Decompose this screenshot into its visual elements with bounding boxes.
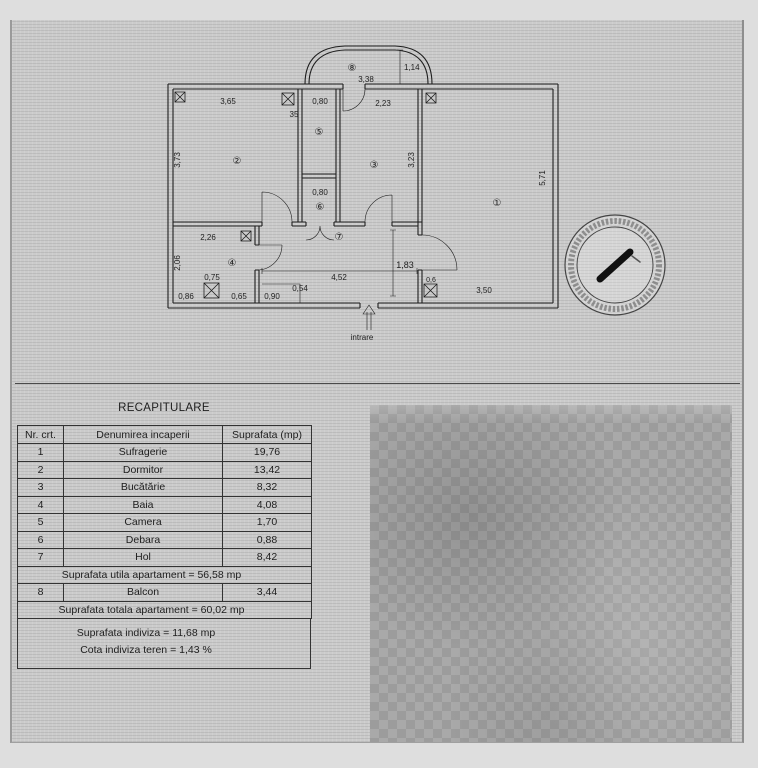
cell-area: 1,70 [223, 514, 312, 532]
usable-area-row [18, 566, 312, 584]
cell-nr: 3 [18, 479, 64, 497]
shared-area-box [17, 618, 311, 669]
debara-number: ⑥ [315, 202, 325, 213]
door-dormitor [262, 192, 292, 222]
table-row [18, 479, 312, 497]
table-header-row [18, 426, 312, 444]
hol-dim-b-label: 0,54 [292, 284, 308, 293]
hol-dim-a-label: 0,90 [264, 292, 280, 301]
cell-nr: 4 [18, 496, 64, 514]
entrance-arrow-icon [363, 305, 375, 330]
cell-area: 3,44 [223, 584, 312, 602]
camera-number: ⑤ [314, 127, 324, 138]
cell-nr: 2 [18, 461, 64, 479]
sufragerie-shaft-label: 0,6 [426, 277, 436, 284]
table-row [18, 514, 312, 532]
cell-nr: 8 [18, 584, 64, 602]
door-swings [257, 89, 457, 270]
shaft-icon [241, 231, 251, 241]
table-row [18, 496, 312, 514]
balcony-number: ⑧ [347, 63, 357, 74]
door-balcon [343, 89, 365, 111]
hol-width-label: 1,83 [396, 260, 414, 270]
cell-room-name: Debara [64, 531, 223, 549]
shaft-icon [204, 283, 219, 298]
cell-room-name: Hol [64, 549, 223, 567]
cell-room-name: Bucătărie [64, 479, 223, 497]
table-row [18, 584, 312, 602]
table-row [18, 549, 312, 567]
entrance-label: intrare [350, 333, 374, 342]
shared-area-text: Suprafata indiviza = 11,68 mp [76, 627, 216, 639]
baia-width-label: 2,26 [200, 233, 216, 242]
door-sufragerie [422, 235, 457, 270]
baia-dim-right-label: 0,65 [231, 292, 247, 301]
shaft-icon [282, 93, 294, 105]
shaft-icon [426, 93, 436, 103]
cell-area: 8,32 [223, 479, 312, 497]
recap-title: RECAPITULARE [118, 402, 210, 414]
header-room-name: Denumirea incaperii [64, 426, 223, 444]
dormitor-width-label: 3,65 [220, 97, 236, 106]
floor-plan [0, 0, 758, 380]
table-row [18, 444, 312, 462]
bucatarie-length-label: 3,23 [407, 152, 416, 168]
outer-walls [168, 84, 558, 308]
header-nr: Nr. crt. [18, 426, 64, 444]
land-share-text: Cota indiviza teren = 1,43 % [80, 644, 212, 656]
header-area: Suprafata (mp) [223, 426, 312, 444]
hol-length-label: 4,52 [331, 273, 347, 282]
sufragerie-width-label: 3,50 [476, 286, 492, 295]
cell-nr: 5 [18, 514, 64, 532]
door-debara [306, 226, 334, 240]
baia-shaft-label: 0,75 [204, 273, 220, 282]
table-row [18, 531, 312, 549]
cell-area: 0,88 [223, 531, 312, 549]
redacted-area [370, 405, 732, 742]
cell-area: 19,76 [223, 444, 312, 462]
section-divider [15, 383, 740, 384]
camera-width-label: 0,80 [312, 97, 328, 106]
cell-area: 13,42 [223, 461, 312, 479]
baia-number: ④ [227, 258, 237, 269]
cell-room-name: Baia [64, 496, 223, 514]
baia-dim-left-label: 0,86 [178, 292, 194, 301]
total-area: Suprafata totala apartament = 60,02 mp [18, 601, 312, 619]
cell-nr: 6 [18, 531, 64, 549]
cell-nr: 1 [18, 444, 64, 462]
dormitor-length-label: 3,73 [173, 152, 182, 168]
cell-room-name: Dormitor [64, 461, 223, 479]
dormitor-number: ② [232, 156, 242, 167]
cell-room-name: Camera [64, 514, 223, 532]
balcony-width-label: 3,38 [358, 75, 374, 84]
total-area-row [18, 601, 312, 619]
debara-width-label: 0,80 [312, 188, 328, 197]
hol-number: ⑦ [334, 232, 344, 243]
shaft-icon [175, 92, 185, 102]
bucatarie-width-label: 2,23 [375, 99, 391, 108]
usable-area-total: Suprafata utila apartament = 56,58 mp [18, 566, 312, 584]
cadastre-stamp [565, 215, 665, 315]
sufragerie-number: ① [492, 198, 502, 209]
table-row [18, 461, 312, 479]
shaft-icon [424, 284, 437, 297]
baia-length-label: 2,06 [173, 255, 182, 271]
door-bucatarie [365, 195, 392, 222]
cell-room-name: Sufragerie [64, 444, 223, 462]
recap-table [17, 425, 312, 619]
cell-area: 8,42 [223, 549, 312, 567]
cell-nr: 7 [18, 549, 64, 567]
shaft-size-label: 35 [289, 110, 299, 119]
sufragerie-length-label: 5,71 [538, 170, 547, 186]
cell-area: 4,08 [223, 496, 312, 514]
cell-room-name: Balcon [64, 584, 223, 602]
bucatarie-number: ③ [369, 160, 379, 171]
door-baia [257, 245, 282, 270]
balcony-depth-label: 1,14 [404, 63, 420, 72]
